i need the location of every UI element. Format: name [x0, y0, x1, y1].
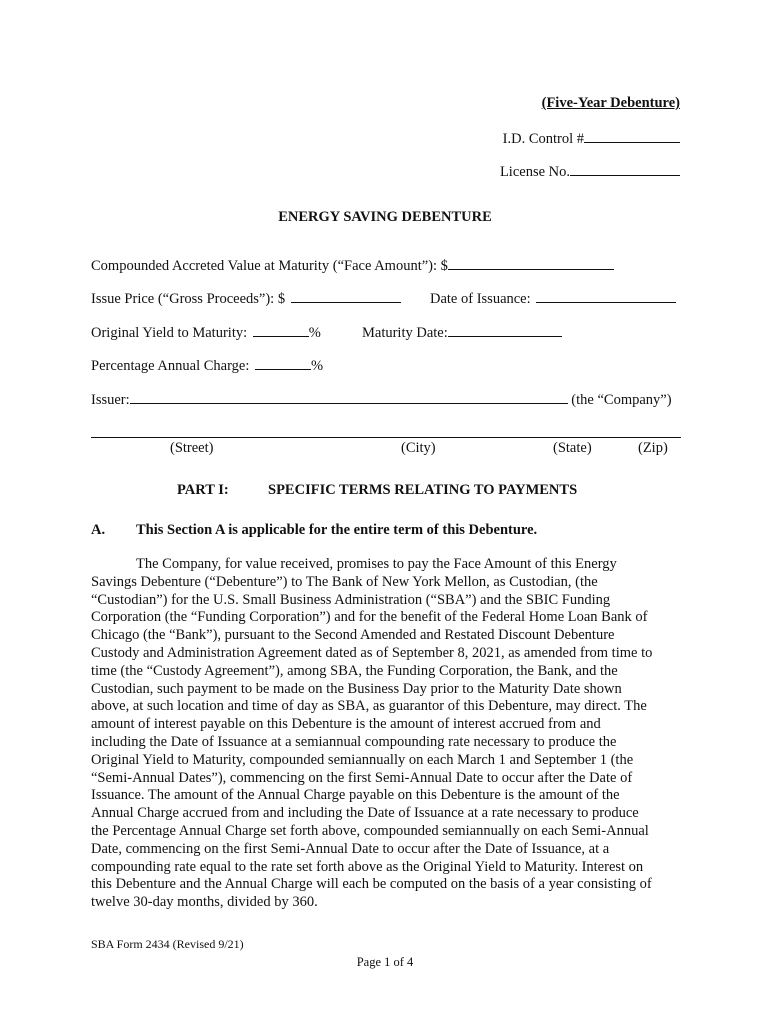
- form-id-footer: SBA Form 2434 (Revised 9/21): [91, 937, 244, 951]
- maturity-date-row: [362, 322, 562, 342]
- body-line: Corporation (the “Funding Corporation”) and for the benefit of the Federal Home Loan Bank of: [91, 609, 648, 626]
- body-line: Custody and Administration Agreement dated as of September 8, 2021, as amended from time to: [91, 645, 653, 661]
- maturity-date-field[interactable]: [448, 322, 562, 337]
- body-line: Savings Debenture (“Debenture”) to The Bank of New York Mellon, as Custodian, (the: [91, 573, 598, 590]
- part-label: PART I:: [177, 482, 229, 498]
- company-suffix: (the “Company”): [571, 392, 672, 408]
- section-heading: This Section A is applicable for the entire term of this Debenture.: [136, 522, 538, 538]
- document-title: ENERGY SAVING DEBENTURE: [278, 209, 492, 225]
- body-line: The Company, for value received, promises to pay the Face Amount of this Energy: [136, 556, 617, 572]
- issue-price-row: [91, 288, 401, 308]
- issue-price-field[interactable]: [291, 288, 401, 303]
- issue-price-label: Issue Price (“Gross Proceeds”): $: [91, 291, 286, 307]
- issuer-field[interactable]: [130, 389, 568, 404]
- address-city-label: (City): [401, 440, 436, 456]
- body-line: Chicago (the “Bank”), pursuant to the Second Amended and Restated Discount Debenture: [91, 627, 615, 644]
- percentage-annual-charge-percent: %: [311, 358, 324, 374]
- page-number: Page 1 of 4: [356, 955, 414, 969]
- body-line: Issuance. The amount of the Annual Charge payable on this Debenture is the amount of the: [91, 787, 620, 804]
- body-line: Original Yield to Maturity, compounded semiannually on each March 1 and September 1 (the: [91, 751, 634, 768]
- license-row: [500, 161, 680, 181]
- date-of-issuance-label: Date of Issuance:: [430, 291, 531, 307]
- face-amount-row: [91, 255, 614, 275]
- license-field[interactable]: [570, 161, 680, 176]
- address-state-label: (State): [553, 440, 592, 456]
- section-letter: A.: [91, 522, 106, 538]
- maturity-date-label: Maturity Date:: [362, 325, 448, 341]
- form-type-label: (Five-Year Debenture): [541, 95, 680, 111]
- part-title: SPECIFIC TERMS RELATING TO PAYMENTS: [268, 482, 578, 498]
- body-line: amount of interest payable on this Debenture is the amount of interest accrued from and: [91, 716, 601, 733]
- license-label: License No.: [499, 164, 570, 180]
- address-zip-label: (Zip): [638, 440, 668, 456]
- body-line: time (the “Custody Agreement”), among SBA, the Funding Corporation, the Bank, and the: [91, 662, 618, 679]
- body-line: Custodian, such payment to be made on the Business Day prior to the Maturity Date shown: [91, 680, 622, 697]
- id-control-label: I.D. Control #: [502, 131, 584, 147]
- body-line: Annual Charge accrued from and including the Date of Issuance at a rate necessary to produce: [91, 805, 639, 822]
- percentage-annual-charge-field[interactable]: [255, 355, 311, 370]
- id-control-field[interactable]: [584, 128, 680, 143]
- original-yield-percent: %: [308, 325, 321, 341]
- issuer-label: Issuer:: [91, 392, 130, 408]
- percentage-annual-charge-row: [91, 355, 323, 375]
- original-yield-field[interactable]: [253, 322, 309, 337]
- body-line: this Debenture and the Annual Charge will each be computed on the basis of a year consisting of: [91, 876, 652, 893]
- face-amount-label: Compounded Accreted Value at Maturity (“Face Amount”): $: [91, 258, 448, 274]
- percentage-annual-charge-label: Percentage Annual Charge:: [91, 358, 250, 374]
- issuer-row: [91, 389, 681, 409]
- date-of-issuance-row: [430, 288, 676, 308]
- address-street-label: (Street): [170, 440, 214, 456]
- date-of-issuance-field[interactable]: [536, 288, 676, 303]
- body-line: Date, commencing on the first Semi-Annual Date to occur after the Date of Issuance, at a: [91, 840, 610, 857]
- body-line: “Semi-Annual Dates”), commencing on the first Semi-Annual Date to occur after the Date of: [91, 769, 633, 786]
- original-yield-row: [91, 322, 321, 342]
- face-amount-field[interactable]: [448, 255, 614, 270]
- body-line: the Percentage Annual Charge set forth above, compounded semiannually on each Semi-Annual: [91, 823, 649, 839]
- address-field[interactable]: [91, 437, 681, 438]
- body-line: including the Date of Issuance at a semiannual compounding rate necessary to produce the: [91, 734, 617, 750]
- body-line: compounding rate equal to the rate set forth above as the Original Yield to Maturity. Interest on: [91, 858, 644, 875]
- body-line: “Custodian”) for the U.S. Small Business Administration (“SBA”) and the SBIC Funding: [91, 591, 611, 608]
- id-control-row: [503, 128, 680, 148]
- body-line: above, at such location and time of day as SBA, as guarantor of this Debenture, may direct. The: [91, 698, 647, 715]
- original-yield-label: Original Yield to Maturity:: [91, 325, 248, 341]
- body-line: twelve 30-day months, divided by 360.: [91, 894, 318, 911]
